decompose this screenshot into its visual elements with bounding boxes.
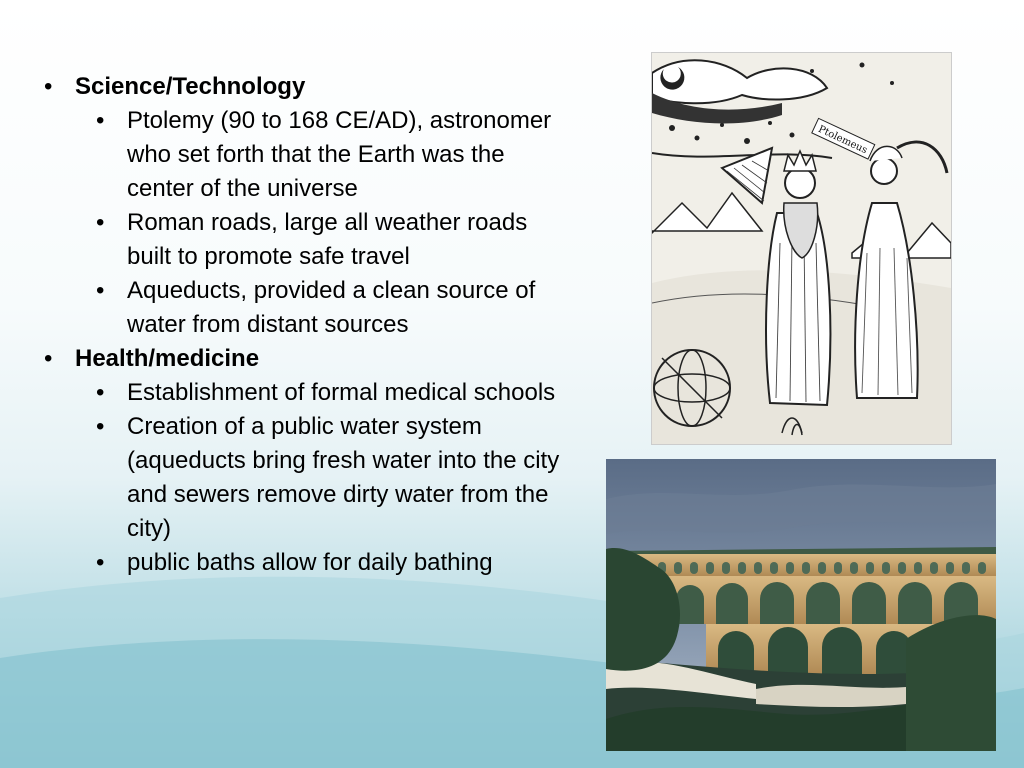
heading-text: Science/Technology — [75, 73, 306, 100]
ptolemy-woodcut-image — [651, 52, 952, 445]
aqueduct-photo — [606, 459, 996, 751]
sub-list-science — [44, 104, 564, 342]
list-item: • Roman roads, large all weather roads built to promote safe travel — [96, 209, 528, 270]
sub-list-health — [44, 376, 564, 580]
ptolemy-banner-label: Ptolemeus — [816, 123, 869, 157]
section-heading-science: • Science/Technology — [44, 73, 306, 100]
section-heading-health: • Health/medicine — [44, 345, 260, 372]
list-item: • public baths allow for daily bathing — [96, 549, 493, 576]
heading-text: Health/medicine — [75, 345, 260, 372]
bullet-list — [44, 70, 564, 580]
list-item: • Creation of a public water system (aqueducts bring fresh water into the city and sewers remove dirty water from the city) — [96, 413, 560, 542]
slide-body — [44, 70, 564, 580]
list-item: • Aqueducts, provided a clean source of water from distant sources — [96, 277, 536, 338]
list-item: • Ptolemy (90 to 168 CE/AD), astronomer who set forth that the Earth was the center of the universe — [96, 107, 552, 202]
list-item: • Establishment of formal medical schools — [96, 379, 556, 406]
